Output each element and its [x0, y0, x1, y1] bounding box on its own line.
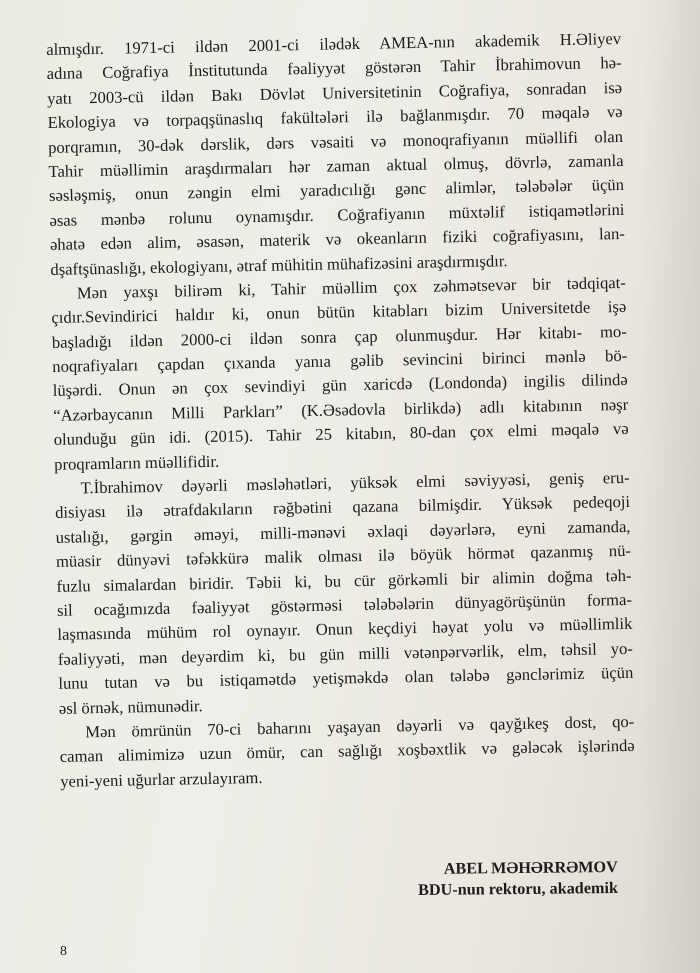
paragraph-1 [46, 27, 626, 282]
text-line: fəaliyyəti, mən deyərdim ki, bu gün milli vətənpərvərlik, elm, təhsil yo- [57, 638, 634, 669]
page-number: 8 [60, 944, 67, 959]
text-line: yatı 2003-cü ildən Bakı Dövlət Universitetinin Coğrafiya, sonradan isə [46, 77, 623, 108]
paragraph-4 [59, 710, 635, 794]
text-line: səsləşmiş, onun zəngin elmi yaradıcılığı gənc alimlər, tələbələr üçün [48, 175, 625, 206]
text-line: “Azərbaycanın Milli Parkları” (K.Əsədovla birlikdə) adlı kitabının nəşr [53, 394, 629, 425]
text-line: disiyası ilə ətrafdakıların rəğbətini qazana bilmişdir. Yüksək pedeqoji [54, 492, 631, 523]
text-line: fuzlu simalardan biridir. Təbii ki, bu cür görkəmli bir alimin doğma təh- [56, 565, 632, 596]
text-line: lüşərdi. Onun ən çox sevindiyi gün xaricdə (Londonda) ingilis dilində [52, 370, 628, 401]
signature-name: ABEL MƏHƏRRƏMOV [443, 857, 618, 878]
body-text [46, 27, 635, 794]
text-line: noqrafiyaları çapdan çıxanda yanıa gəlib sevincini birinci mənlə bö- [52, 345, 628, 377]
text-line: çıdır.Sevindirici haldır ki, onun bütün kitabları bizim Universitetde işə [51, 297, 627, 328]
text-line: Mən yaxşı bilirəm ki, Tahir müəllim çox zəhmətsevər bir tədqiqat- [76, 272, 626, 303]
text-line: başladığı ildən 2000-ci ildən sonra çap olunmuşdur. Hər kitabı- mo- [51, 321, 627, 352]
paragraph-2 [51, 271, 630, 477]
text-line: laşmasında mühüm rol oynayır. Onun keçdiyi həyat yolu və müəllimlik [57, 614, 633, 645]
text-line: sil ocağımızda fəaliyyət göstərməsi tələbələrin dünyagörüşünün forma- [56, 589, 633, 620]
signature-title: BDU-nun rektoru, akademik [418, 878, 619, 900]
text-line: caman alimimizə uzun ömür, can sağlığı xoşbəxtlik və gələcək işlərində [59, 736, 635, 767]
text-line: porqramın, 30-dək dərslik, dərs vəsaiti və monoqrafiyanın müəllifi olan [47, 126, 624, 157]
text-line: yeni-yeni uğurlar arzulayıram. [60, 767, 263, 791]
signature-block [418, 857, 618, 901]
text-line: adına Coğrafiya İnstitutunda fəaliyyət göstərən Tahir İbrahimovun hə- [46, 53, 622, 84]
text-line: əsas mənbə rolunu oynamışdır. Coğrafiyanın müxtəlif istiqamətlərini [49, 199, 625, 230]
text-line: müasir dünyəvi təfəkkürə malik olması ilə böyük hörmət qazanmış nü- [55, 541, 632, 572]
text-line: Ekologiya və torpaqşünaslıq fakültələri ilə bağlanmışdır. 70 məqalə və [47, 102, 623, 133]
text-line: ustalığı, gərgin əməyi, milli-mənəvi əxlaqi dəyərlərə, eyni zamanda, [55, 516, 631, 547]
text-line: əsl örnək, nümunədir. [58, 695, 203, 718]
paragraph-3 [54, 466, 634, 721]
text-line: proqramların müəllifidir. [53, 451, 220, 474]
text-line: dşaftşünaslığı, ekologiyanı, ətraf mühitin mühafizəsini araşdırmışdır. [50, 250, 508, 279]
text-line: Mən ömrünün 70-ci baharını yaşayan dəyərli və qayğıkeş dost, qo- [85, 711, 635, 742]
text-line: T.İbrahimov dəyərli məsləhətləri, yüksək elmi səviyyəsi, geniş eru- [80, 467, 630, 498]
text-line: almışdır. 1971-ci ildən 2001-ci ilədək AMEA-nın akademik H.Əliyev [46, 28, 622, 59]
text-line: lunu tutan və bu istiqamətdə yetişməkdə olan tələbə gənclərimiz üçün [58, 663, 634, 694]
text-line: əhatə edən alim, əsasən, materik və okeanların fiziki coğrafiyasını, lan- [49, 224, 626, 255]
text-line: olunduğu gün idi. (2015). Tahir 25 kitabın, 80-dan çox elmi məqalə və [53, 419, 629, 450]
text-line: Tahir müəllimin araşdırmaları hər zaman aktual olmuş, dövrlə, zamanla [48, 150, 624, 181]
